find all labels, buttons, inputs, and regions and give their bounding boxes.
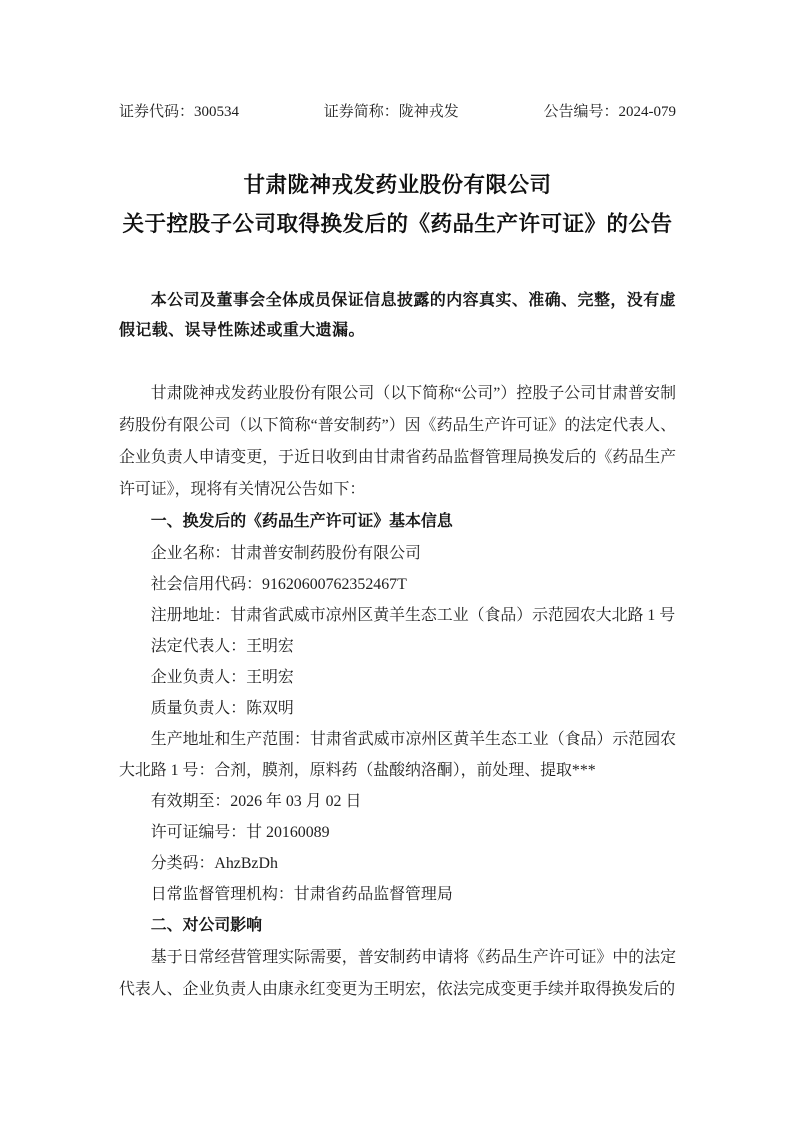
- company-name-title: 甘肃陇神戎发药业股份有限公司: [243, 173, 552, 197]
- field-license-number: 许可证编号：甘 20160089: [150, 824, 330, 841]
- disclaimer-statement: 本公司及董事会全体成员保证信息披露的内容真实、准确、完整，没有虚假记载、误导性陈述或重大遗漏。: [119, 292, 676, 339]
- stock-code: 证券代码：300534: [119, 104, 240, 120]
- field-social-credit-code: 社会信用代码：91620600762352467T: [150, 576, 407, 593]
- document-header: [119, 102, 676, 122]
- field-valid-until: 有效期至：2026 年 03 月 02 日: [150, 793, 362, 810]
- field-registered-address: 注册地址：甘肃省武威市凉州区黄羊生态工业（食品）示范园农大北路 1 号: [150, 607, 676, 624]
- impact-paragraph: 基于日常经营管理实际需要，普安制药申请将《药品生产许可证》中的法定代表人、企业负责人由康永红变更为王明宏，依法完成变更手续并取得换发后的: [119, 949, 676, 998]
- field-enterprise-principal: 企业负责人：王明宏: [150, 669, 294, 686]
- stock-name: 证券简称：陇神戎发: [323, 104, 459, 120]
- intro-paragraph: 甘肃陇神戎发药业股份有限公司（以下简称“公司”）控股子公司甘肃普安制药股份有限公司（以下简称“普安制药”）因《药品生产许可证》的法定代表人、企业负责人申请变更，于近日收到由甘肃省药品监督管理局换发后的《药品生产许可证》，现将有关情况公告如下：: [119, 385, 676, 498]
- field-legal-representative: 法定代表人：王明宏: [150, 638, 294, 655]
- section2-heading: 二、对公司影响: [150, 917, 263, 934]
- announcement-number: 公告编号：2024-079: [543, 104, 676, 120]
- field-quality-principal: 质量负责人：陈双明: [150, 700, 294, 717]
- field-supervision-authority: 日常监督管理机构：甘肃省药品监督管理局: [150, 886, 453, 903]
- announcement-subject-title: 关于控股子公司取得换发后的《药品生产许可证》的公告: [122, 212, 673, 236]
- field-production-address-scope: 生产地址和生产范围：甘肃省武威市凉州区黄羊生态工业（食品）示范园农大北路 1 号：合剂，膜剂，原料药（盐酸纳洛酮），前处理、提取***: [119, 731, 676, 779]
- section1-heading: 一、换发后的《药品生产许可证》基本信息: [150, 513, 453, 530]
- field-classification-code: 分类码：AhzBzDh: [150, 855, 278, 872]
- field-enterprise-name: 企业名称：甘肃普安制药股份有限公司: [150, 545, 421, 562]
